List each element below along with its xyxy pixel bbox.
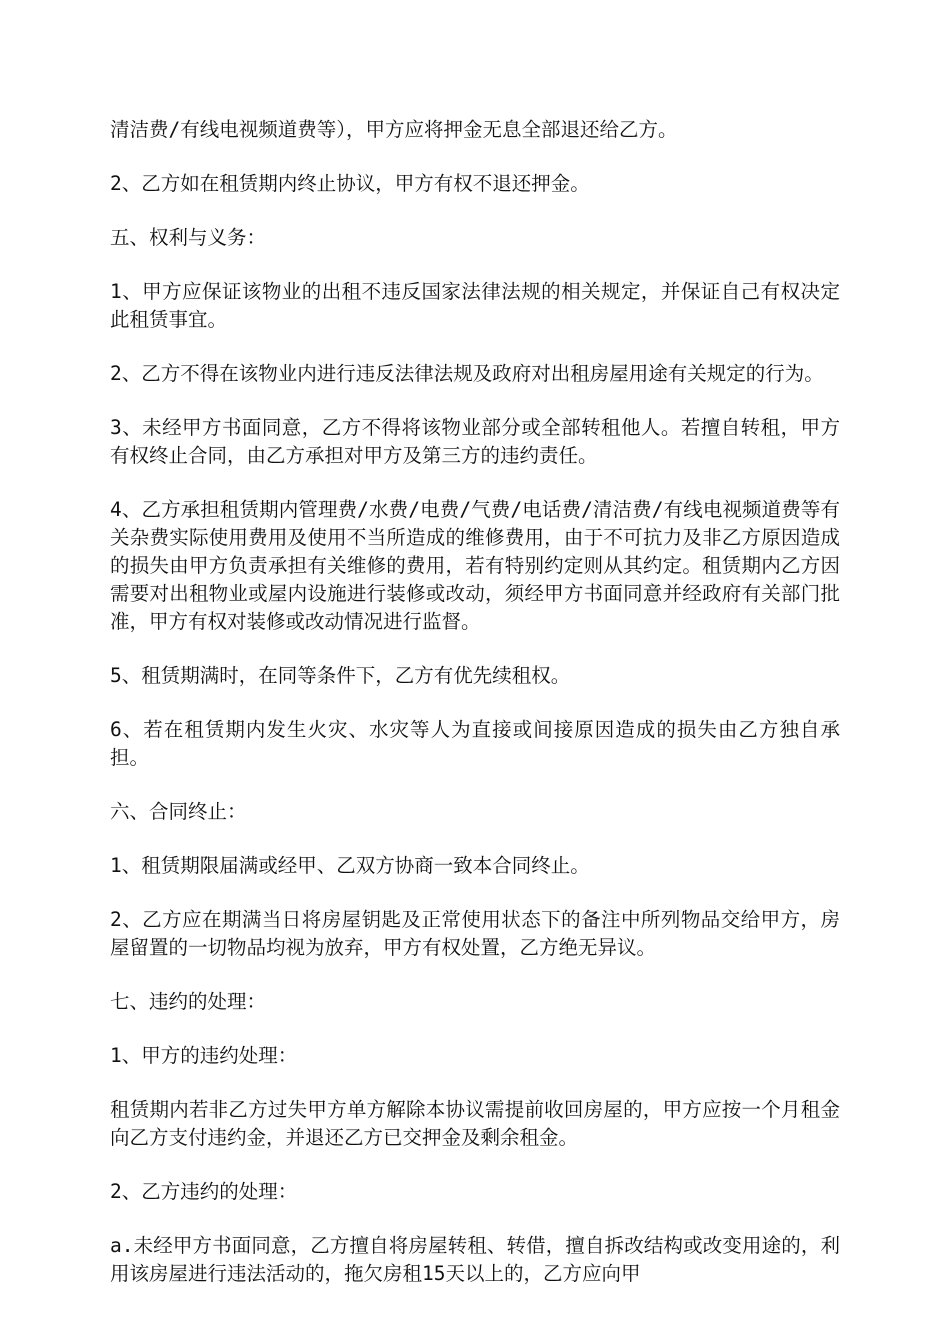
paragraph-termination-2: 2、乙方应在期满当日将房屋钥匙及正常使用状态下的备注中所列物品交给甲方，房屋留置的一切物品均视为放弃，甲方有权处置，乙方绝无异议。 (110, 908, 840, 959)
paragraph-party-b-breach-a: a.未经甲方书面同意，乙方擅自将房屋转租、转借，擅自拆改结构或改变用途的，利用该房屋进行违法活动的，拖欠房租15天以上的，乙方应向甲 (110, 1234, 840, 1285)
section-heading-rights-obligations: 五、权利与义务： (110, 226, 267, 249)
paragraph-deposit-termination: 2、乙方如在租赁期内终止协议，甲方有权不退还押金。 (110, 172, 590, 195)
paragraph-deposit-refund-continued: 清洁费/有线电视频道费等），甲方应将押金无息全部退还给乙方。 (110, 118, 678, 141)
paragraph-rights-3: 3、未经甲方书面同意，乙方不得将该物业部分或全部转租他人。若擅自转租，甲方有权终止合同，由乙方承担对甲方及第三方的违约责任。 (110, 416, 840, 467)
subheading-party-b-breach: 2、乙方违约的处理： (110, 1180, 298, 1203)
document-body (110, 116, 840, 1314)
paragraph-rights-6: 6、若在租赁期内发生火灾、水灾等人为直接或间接原因造成的损失由乙方独自承担。 (110, 718, 840, 769)
paragraph-termination-1: 1、租赁期限届满或经甲、乙双方协商一致本合同终止。 (110, 854, 590, 877)
section-heading-breach: 七、违约的处理： (110, 990, 267, 1013)
paragraph-party-a-breach: 租赁期内若非乙方过失甲方单方解除本协议需提前收回房屋的，甲方应按一个月租金向乙方支付违约金，并退还乙方已交押金及剩余租金。 (110, 1098, 840, 1149)
paragraph-rights-2: 2、乙方不得在该物业内进行违反法律法规及政府对出租房屋用途有关规定的行为。 (110, 362, 824, 385)
subheading-party-a-breach: 1、甲方的违约处理： (110, 1044, 298, 1067)
section-heading-termination: 六、合同终止： (110, 800, 247, 823)
paragraph-rights-4: 4、乙方承担租赁期内管理费/水费/电费/气费/电话费/清洁费/有线电视频道费等有关杂费实际使用费用及使用不当所造成的维修费用，由于不可抗力及非乙方原因造成的损失由甲方负责承担有关维修的费用，若有特别约定则从其约定。租赁期内乙方因需要对出租物业或屋内设施进行装修或改动，须经甲方书面同意并经政府有关部门批准，甲方有权对装修或改动情况进行监督。 (110, 498, 840, 633)
paragraph-rights-5: 5、租赁期满时，在同等条件下，乙方有优先续租权。 (110, 664, 571, 687)
paragraph-rights-1: 1、甲方应保证该物业的出租不违反国家法律法规的相关规定，并保证自己有权决定此租赁事宜。 (110, 280, 840, 331)
